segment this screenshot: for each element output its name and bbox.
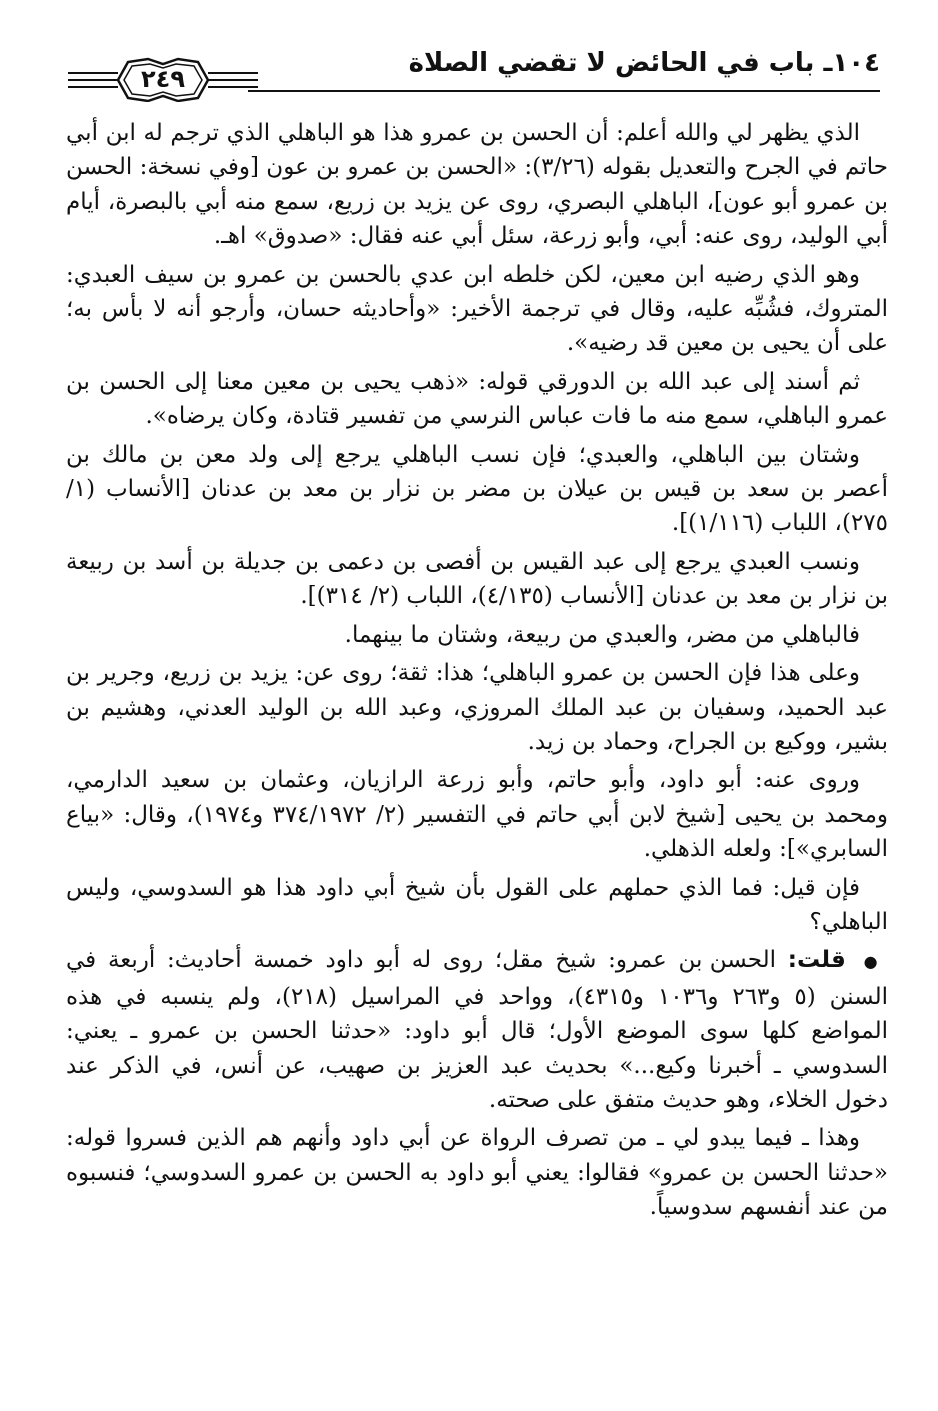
qult-lead: قلت: xyxy=(787,947,846,974)
paragraph: وهذا ـ فيما يبدو لي ـ من تصرف الرواة عن أبي داود وأنهم هم الذين فسروا قوله: «حدثنا الحسن بن عمرو» فقالوا: يعني أبو داود به الحسن بن عمرو السدوسي؛ فنسبوه من عند أنفسهم سدوسياً. xyxy=(66,1125,888,1221)
paragraph: ثم أسند إلى عبد الله بن الدورقي قوله: «ذهب يحيى بن معين معنا إلى الحسن بن عمرو الباهلي، سمع منه ما فات عباس النرسي من تفسير قتادة، وكان يرضاه». xyxy=(66,368,888,430)
bullet-icon: ● xyxy=(863,952,882,972)
paragraph: وهو الذي رضيه ابن معين، لكن خلطه ابن عدي بالحسن بن عمرو بن سيف العبدي: المتروك، فشُبِّه عليه، وقال في ترجمة الأخير: «وأحاديثه حسان، وأرجو أنه لا بأس به؛ على أن يحيى بن معين قد رضيه». xyxy=(66,261,888,357)
paragraph: فإن قيل: فما الذي حملهم على القول بأن شيخ أبي داود هذا هو السدوسي، وليس الباهلي؟ xyxy=(66,874,888,935)
paragraph: وروى عنه: أبو داود، وأبو حاتم، وأبو زرعة الرازيان، وعثمان بن سعيد الدارمي، ومحمد بن يحيى [شيخ لابن أبي حاتم في التفسير (٢/ ٣٧٤/١٩٧٢ و١٩٧٤)، وقال: «بياع السابري»]: ولعله الذهلي. xyxy=(66,767,888,863)
qult-paragraph xyxy=(66,943,888,1117)
page-number-ornament xyxy=(68,56,258,102)
paragraph: فالباهلي من مضر، والعبدي من ربيعة، وشتان ما بينهما. xyxy=(344,621,860,648)
running-title: ١٠٤ـ باب في الحائض لا تقضي الصلاة xyxy=(408,48,880,78)
page-number: ٢٤٩ xyxy=(141,65,185,93)
paragraph: وشتان بين الباهلي، والعبدي؛ فإن نسب الباهلي يرجع إلى ولد معن بن مالك بن أعصر بن سعد بن قيس بن عيلان بن مضر بن نزار بن معد بن عدنان [الأنساب (١/ ٢٧٥)، اللباب (١/١١٦)]. xyxy=(66,441,888,537)
header-rule xyxy=(248,90,880,92)
qult-text: الحسن بن عمرو: شيخ مقل؛ روى له أبو داود خمسة أحاديث: أربعة في السنن (٥ و٢٦٣ و١٠٣٦ و٤٣١٥)، وواحد في المراسيل (٢١٨)، ولم ينسبه في هذه المواضع كلها سوى الموضع الأول؛ قال أبو داود: «حدثنا الحسن بن عمرو ـ يعني: السدوسي ـ أخبرنا وكيع...» بحديث عبد العزيز بن صهيب، عن أنس، في الذكر عند دخول الخلاء، وهو حديث متفق على صحته. xyxy=(66,947,889,1113)
main-text xyxy=(66,116,888,1229)
paragraph: وعلى هذا فإن الحسن بن عمرو الباهلي؛ هذا: ثقة؛ روى عن: يزيد بن زريع، وجرير بن عبد الحميد، وسفيان بن عبد الملك المروزي، وعبد الله بن الوليد العدني، وهشيم بن بشير، ووكيع بن الجراح، وحماد بن زيد. xyxy=(66,660,888,755)
paragraph: ونسب العبدي يرجع إلى عبد القيس بن أفصى بن دعمى بن جديلة بن أسد بن ربيعة بن نزار بن معد بن عدنان [الأنساب (٤/١٣٥)، اللباب (٢/ ٣١٤)]. xyxy=(66,548,888,610)
paragraph: الذي يظهر لي والله أعلم: أن الحسن بن عمرو هذا هو الباهلي الذي ترجم له ابن أبي حاتم في الجرح والتعديل بقوله (٣/٢٦): «الحسن بن عمرو بن عون [وفي نسخة: الحسن بن عمرو أبو عون]، الباهلي البصري، روى عن يزيد بن زريع، سمع منه أبي بالبصرة، أيام أبي الوليد، روى عنه: أبي، وأبو زرعة، سئل أبي عنه فقال: «صدوق» اهـ. xyxy=(66,120,888,250)
page-header xyxy=(62,46,880,110)
